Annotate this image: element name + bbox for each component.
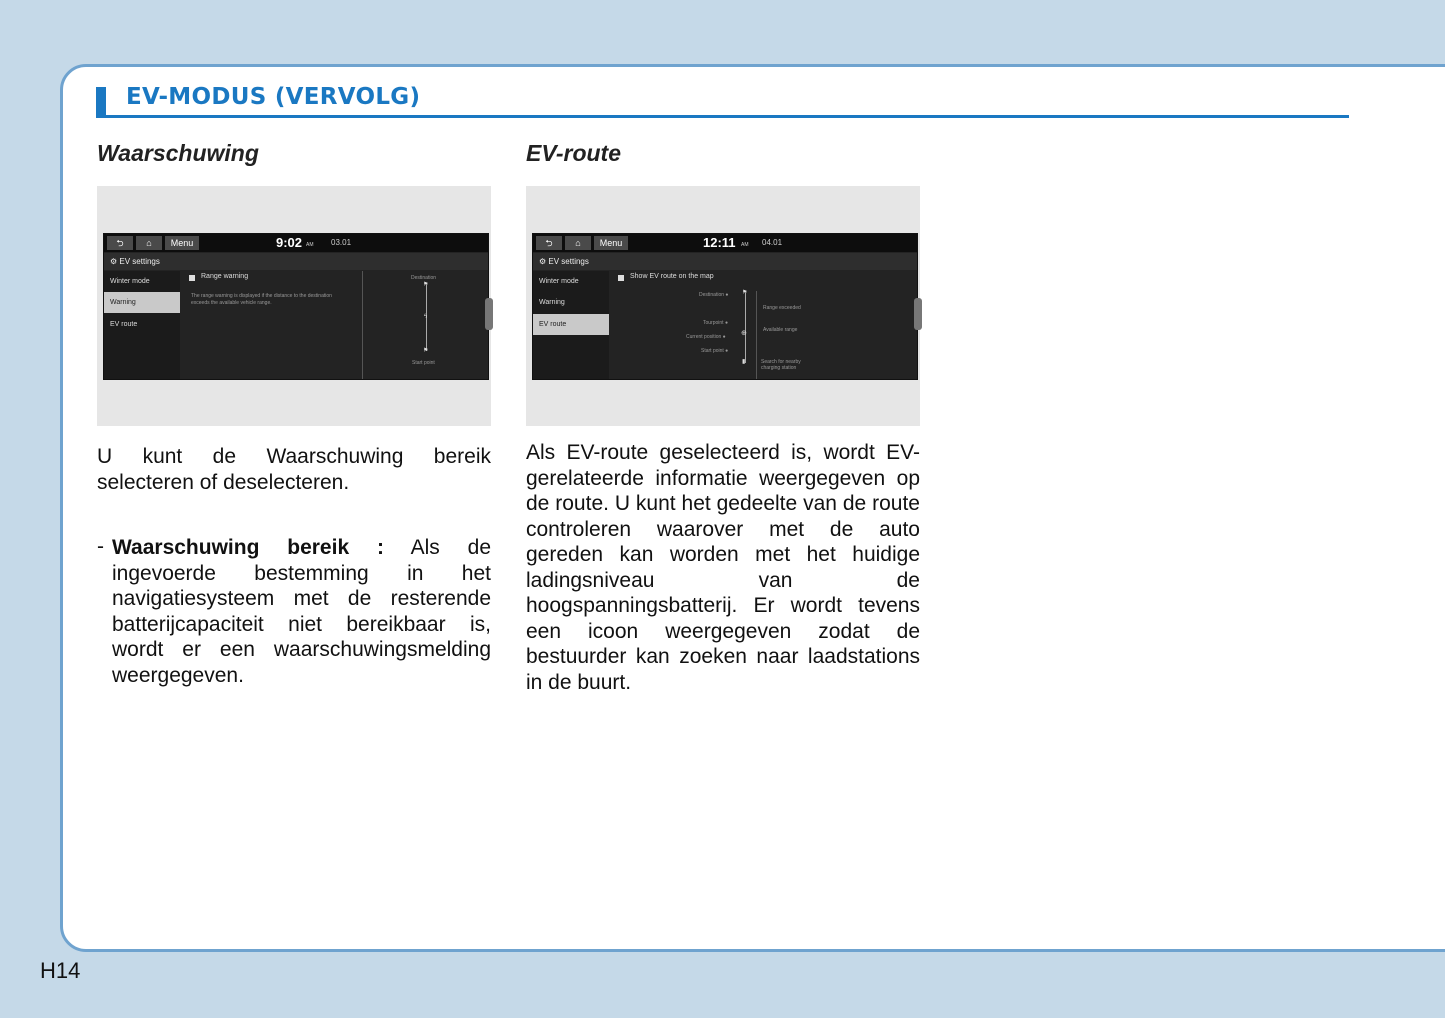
tourpoint-label: Tourpoint ● [703,320,728,326]
start-point-label: Start point [412,360,435,366]
page-number: H14 [40,958,81,983]
start-point-label: Start point ● [701,348,729,354]
list-dash: - [97,535,104,558]
ev-route-paragraph: Als EV-route geselecteerd is, wordt EV-gerelateerde informatie weergegeven op de route. U kunt het gedeelte van de route controleren waarover met de auto gereden kan worden met het huidige ladingsniveau van de hoogspanningsbatterij. Er wordt tevens een icoon weergegeven zodat de bestuurder kan zoeken naar laadstations in de buurt. [526,441,920,694]
clock-time: 12:11 [703,235,736,250]
menu-button[interactable]: Menu [594,236,628,250]
gear-icon: ⚙ [539,257,547,266]
settings-content [182,271,488,379]
settings-titlebar [104,253,488,270]
divider [756,291,757,379]
settings-title: EV settings [548,257,589,266]
list-item-description: Als de ingevoerde bestemming in het navigatiesysteem met de resterende batterijcapaciteit niet bereikbaar is, wordt er een waarschuwingsmelding weergegeven. [112,536,491,687]
destination-label: Destination ● [699,292,729,298]
side-handle[interactable] [914,298,922,330]
header-rule [96,115,1349,118]
range-warning-label: Range warning [201,273,249,280]
home-icon[interactable]: ⌂ [565,236,591,250]
screenshot-warning [97,186,491,426]
home-icon[interactable]: ⌂ [136,236,162,250]
infotainment-screen [103,233,489,380]
sidebar-item-winter-mode[interactable]: Winter mode [110,278,150,285]
start-flag-icon: ⚑ [423,348,429,354]
clock-time: 9:02 [276,235,303,250]
menu-button[interactable]: Menu [165,236,199,250]
clock-date: 04.01 [762,238,783,247]
settings-titlebar [533,253,917,270]
clock-ampm: AM [306,242,314,248]
range-exceeded-label: Range exceeded [763,305,801,311]
settings-sidebar [533,271,609,379]
flag-icon: ⚑ [423,282,429,288]
settings-content [611,271,917,379]
sidebar-item-warning[interactable]: Warning [539,299,565,306]
divider [362,271,363,379]
show-ev-route-label: Show EV route on the map [630,273,714,280]
status-bar [104,234,488,252]
show-ev-route-checkbox[interactable] [618,275,624,281]
destination-label: Destination [411,275,437,281]
side-handle[interactable] [485,298,493,330]
intro-text: U kunt de Waarschuwing bereik selecteren of deselecteren. [97,445,491,494]
section-title-warning: Waarschuwing [97,140,259,166]
current-position-label: Current position ● [686,334,726,340]
infotainment-screen [532,233,918,380]
sidebar-item-ev-route[interactable]: EV route [533,314,609,335]
search-charging-label: Search for nearby charging station [761,359,801,371]
list-item-range-warning [112,535,491,688]
current-position-icon: ⊕ [741,330,747,337]
route-line [745,293,746,363]
page-title: EV-MODUS (VERVOLG) [126,84,421,110]
charging-icon: ϟ [424,314,428,320]
back-icon[interactable]: ⮌ [536,236,562,250]
settings-sidebar [104,271,180,379]
clock-date: 03.01 [331,238,352,247]
available-range-label: Available range [763,327,798,333]
range-warning-description: The range warning is displayed if the distance to the destination exceeds the available vehicle range. [191,293,332,306]
flag-icon: ⚑ [742,290,748,296]
sidebar-item-warning[interactable]: Warning [104,292,180,313]
header-accent-bar [96,87,106,115]
screenshot-ev-route [526,186,920,426]
charging-station-icon: ▮ [742,359,746,365]
gear-icon: ⚙ [110,257,118,266]
section-title-ev-route: EV-route [526,140,621,166]
settings-title: EV settings [119,257,160,266]
range-warning-checkbox[interactable] [189,275,195,281]
status-bar [533,234,917,252]
sidebar-item-ev-route[interactable]: EV route [110,321,138,328]
clock-ampm: AM [741,242,749,248]
back-icon[interactable]: ⮌ [107,236,133,250]
list-item-term: Waarschuwing bereik : [112,536,384,559]
sidebar-item-winter-mode[interactable]: Winter mode [539,278,579,285]
